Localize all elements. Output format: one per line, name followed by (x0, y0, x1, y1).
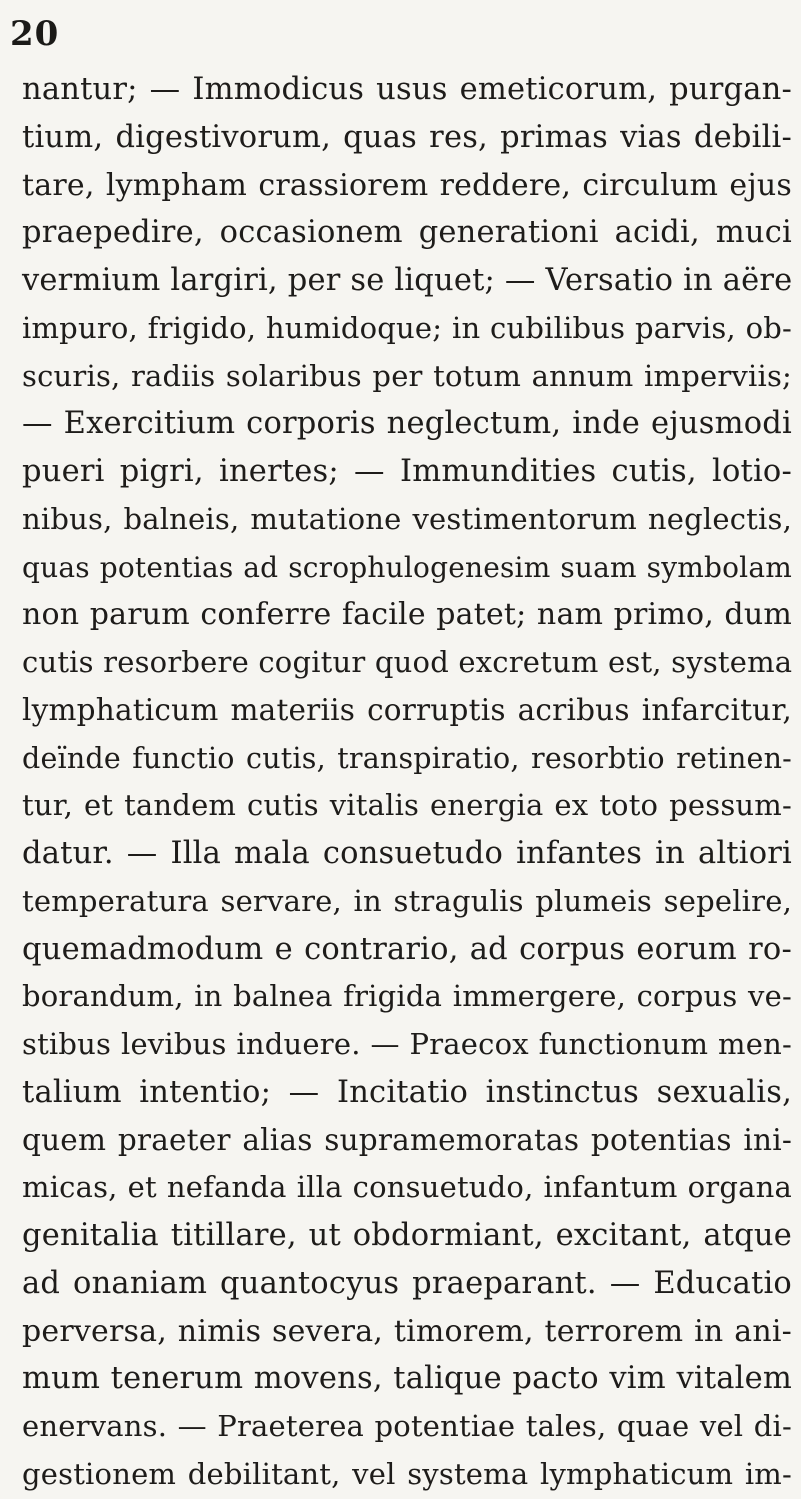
text-line: quas potentias ad scrophulogenesim suam symbolam (22, 550, 792, 584)
text-line: talium intentio; — Incitatio instinctus sexualis, (22, 1074, 792, 1110)
text-line: scuris, radiis solaribus per totum annum imperviis; (22, 358, 792, 393)
text-line: nibus, balneis, mutatione vestimentorum neglectis, (22, 501, 792, 536)
text-line: stibus levibus induere. — Praecox functionum men- (22, 1027, 792, 1061)
text-line: ad onaniam quantocyus praeparant. — Educatio (22, 1265, 792, 1301)
text-line: perversa, nimis severa, timorem, terrorem in ani- (22, 1313, 792, 1349)
text-line: impuro, frigido, humidoque; in cubilibus parvis, ob- (22, 310, 792, 345)
text-line: non parum conferre facile patet; nam primo, dum (22, 597, 792, 633)
text-line: vermium largiri, per se liquet; — Versatio in aëre (22, 263, 793, 298)
text-line: tium, digestivorum, quas res, primas vias debili- (22, 119, 792, 155)
text-line: cutis resorbere cogitur quod excretum est, systema (22, 645, 793, 679)
text-line: praepedire, occasionem generationi acidi, muci (22, 215, 792, 251)
text-line: tur, et tandem cutis vitalis energia ex toto pessum- (22, 788, 792, 823)
text-line: mum tenerum movens, talique pacto vim vitalem (22, 1361, 792, 1397)
text-line: enervans. — Praeterea potentiae tales, quae vel di- (22, 1409, 792, 1443)
text-line: — Exercitium corporis neglectum, inde ejusmodi (22, 406, 792, 442)
text-line: datur. — Illa mala consuetudo infantes in altiori (22, 836, 792, 871)
text-line: pueri pigri, inertes; — Immundities cutis, lotio- (22, 454, 792, 489)
text-line: quem praeter alias supramemoratas potentias ini- (22, 1122, 792, 1157)
text-line: lymphaticum materiis corruptis acribus infarcitur, (22, 692, 792, 727)
text-line: nantur; — Immodicus usus emeticorum, purgan- (22, 72, 792, 107)
text-line: quemadmodum e contrario, ad corpus eorum ro- (22, 931, 792, 967)
text-line: temperatura servare, in stragulis plumeis sepelire, (22, 883, 792, 918)
text-line: borandum, in balnea frigida immergere, corpus ve- (22, 979, 792, 1014)
text-body (22, 66, 792, 1499)
text-line: genitalia titillare, ut obdormiant, excitant, atque (22, 1218, 792, 1253)
page-number: 20 (10, 14, 60, 54)
text-line: tare, lympham crassiorem reddere, circulum ejus (22, 167, 792, 203)
text-line: deïnde functio cutis, transpiratio, resorbtio retinen- (22, 741, 792, 775)
text-line: micas, et nefanda illa consuetudo, infantum organa (22, 1170, 792, 1205)
text-line: gestionem debilitant, vel systema lymphaticum im- (22, 1456, 792, 1491)
